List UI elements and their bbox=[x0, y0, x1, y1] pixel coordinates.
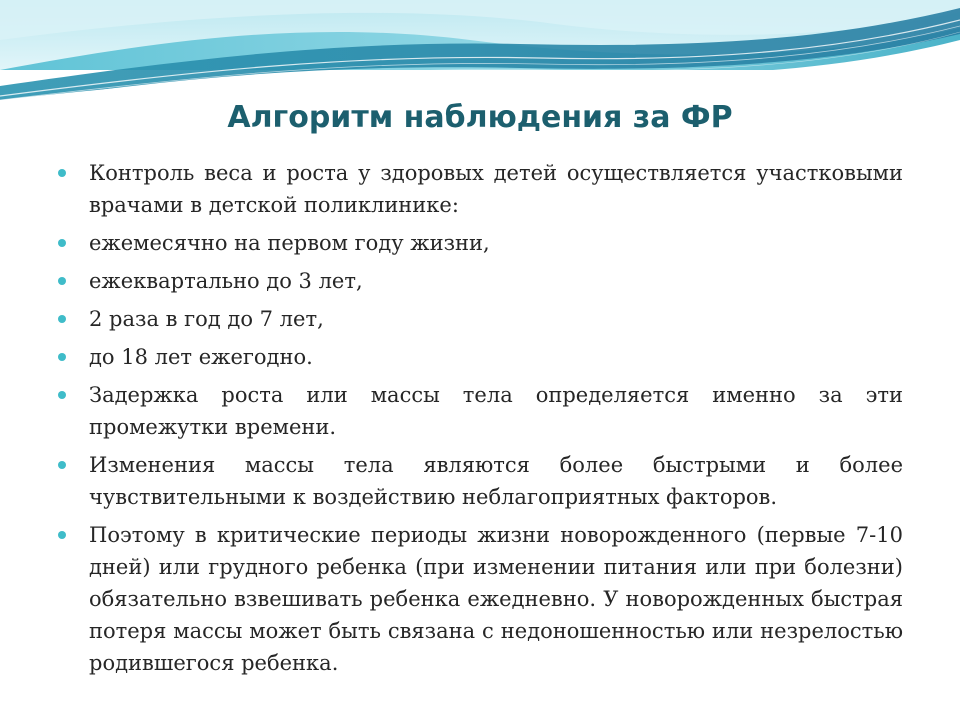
bullet-dot-icon bbox=[58, 461, 66, 469]
list-item bbox=[58, 227, 903, 259]
list-item-text: Изменения массы тела являются более быстрыми и более чувствительными к воздействию неблагоприятных факторов. bbox=[89, 453, 903, 509]
list-item bbox=[58, 303, 903, 335]
bullet-dot-icon bbox=[58, 531, 66, 539]
list-item-text: ежемесячно на первом году жизни, bbox=[89, 231, 490, 255]
bullet-dot-icon bbox=[58, 391, 66, 399]
list-item-text: Контроль веса и роста у здоровых детей осуществляется участковыми врачами в детской поликлинике: bbox=[89, 161, 903, 217]
list-item-text: 2 раза в год до 7 лет, bbox=[89, 307, 324, 331]
list-item bbox=[58, 341, 903, 373]
list-item bbox=[58, 449, 903, 513]
bullet-list bbox=[58, 157, 903, 685]
slide-title: Алгоритм наблюдения за ФР bbox=[227, 100, 733, 135]
bullet-dot-icon bbox=[58, 353, 66, 361]
list-item-text: до 18 лет ежегодно. bbox=[89, 345, 313, 369]
list-item-text: Поэтому в критические периоды жизни новорожденного (первые 7-10 дней) или грудного ребенка (при изменении питания или при болезни) обязательно взвешивать ребенка ежедневно. У новорожденных быстрая потеря массы может быть связана с недоношенностью или незрелостью родившегося ребенка. bbox=[89, 523, 903, 675]
bullet-dot-icon bbox=[58, 169, 66, 177]
list-item bbox=[58, 265, 903, 297]
list-item-text: ежеквартально до 3 лет, bbox=[89, 269, 363, 293]
wave-header-decoration bbox=[0, 0, 960, 110]
list-item bbox=[58, 379, 903, 443]
list-item-text: Задержка роста или массы тела определяется именно за эти промежутки времени. bbox=[89, 383, 903, 439]
bullet-dot-icon bbox=[58, 239, 66, 247]
bullet-dot-icon bbox=[58, 315, 66, 323]
bullet-dot-icon bbox=[58, 277, 66, 285]
list-item bbox=[58, 519, 903, 679]
list-item bbox=[58, 157, 903, 221]
